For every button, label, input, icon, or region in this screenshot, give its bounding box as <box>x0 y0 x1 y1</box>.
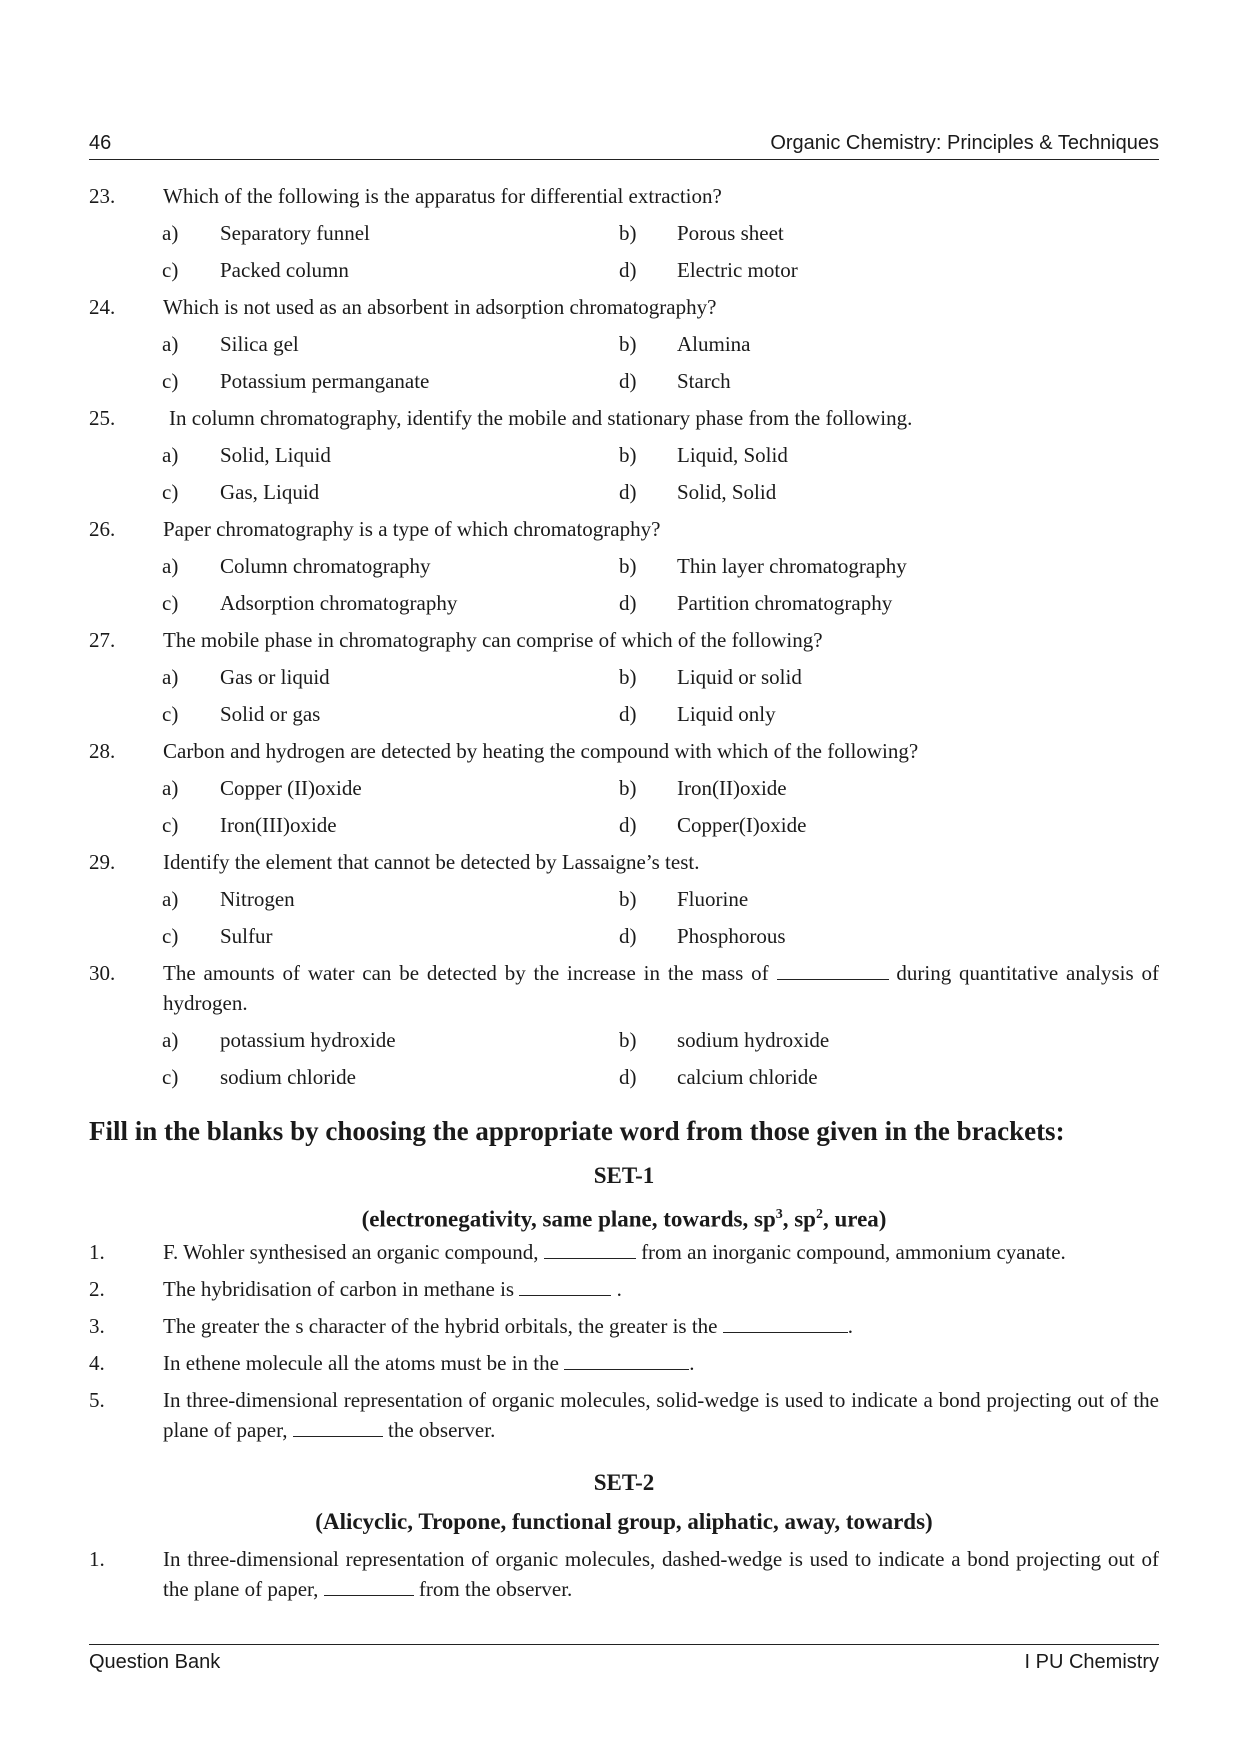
question-text: Identify the element that cannot be detected by Lassaigne’s test. <box>163 850 700 874</box>
item-text <box>163 1311 1159 1341</box>
answer-blank <box>324 1577 414 1596</box>
item-number: 4. <box>89 1351 105 1375</box>
option-label: a) <box>162 1028 179 1052</box>
option-label: b) <box>619 332 637 356</box>
item-text <box>163 1348 1159 1378</box>
option-text: Partition chromatography <box>677 591 893 615</box>
answer-blank <box>519 1277 611 1296</box>
option-label: b) <box>619 443 637 467</box>
item-text-after: . <box>689 1351 695 1375</box>
option-label: a) <box>162 554 179 578</box>
item-text-before: F. Wohler synthesised an organic compound, <box>163 1240 539 1264</box>
item-text-before: In three-dimensional representation of organic molecules, solid-wedge is used to indicate a bond projecting out of the plane of paper, <box>163 1388 1159 1442</box>
option-text: potassium hydroxide <box>220 1028 396 1052</box>
set-2-word-bank: (Alicyclic, Tropone, functional group, aliphatic, away, towards) <box>315 1509 933 1534</box>
option-label: d) <box>619 258 637 282</box>
option-text: Separatory funnel <box>220 221 370 245</box>
footer-left: Question Bank <box>89 1651 221 1673</box>
item-text-before: The greater the s character of the hybrid orbitals, the greater is the <box>163 1314 718 1338</box>
superscript: 3 <box>775 1207 783 1222</box>
question <box>89 736 1159 847</box>
question-text: Paper chromatography is a type of which chromatography? <box>163 517 661 541</box>
question-text: The mobile phase in chromatography can comprise of which of the following? <box>163 628 823 652</box>
word-bank-part: (electronegativity, same plane, towards, sp <box>361 1206 776 1232</box>
question-text: Carbon and hydrogen are detected by heating the compound with which of the following? <box>163 739 919 763</box>
question-number: 24. <box>89 295 116 319</box>
option-label: a) <box>162 776 179 800</box>
question-text <box>163 958 1159 1018</box>
question <box>89 958 1159 1099</box>
item-text <box>163 1385 1159 1445</box>
option-label: c) <box>162 591 179 615</box>
set-1-word-bank <box>89 1197 1159 1237</box>
item-number: 1. <box>89 1547 105 1571</box>
item-number: 3. <box>89 1314 105 1338</box>
question <box>89 181 1159 292</box>
option-text: Iron(II)oxide <box>677 776 787 800</box>
option-text: Packed column <box>220 258 349 282</box>
answer-blank <box>723 1314 848 1333</box>
question-text: Which of the following is the apparatus for differential extraction? <box>163 184 722 208</box>
option-label: a) <box>162 887 179 911</box>
option-text: Alumina <box>677 332 751 356</box>
option-label: b) <box>619 1028 637 1052</box>
option-text: calcium chloride <box>677 1065 818 1089</box>
answer-blank <box>564 1351 689 1370</box>
question-number: 25. <box>89 406 116 430</box>
option-label: d) <box>619 1065 637 1089</box>
option-label: c) <box>162 1065 179 1089</box>
option-text: Column chromatography <box>220 554 431 578</box>
item-text <box>163 1544 1159 1604</box>
option-label: a) <box>162 443 179 467</box>
superscript: 2 <box>815 1207 823 1222</box>
option-label: b) <box>619 221 637 245</box>
chapter-title: Organic Chemistry: Principles & Techniques <box>770 132 1159 154</box>
option-text: Liquid only <box>677 702 776 726</box>
item-text-after: . <box>847 1314 854 1338</box>
option-text: Copper(I)oxide <box>677 813 807 837</box>
option-label: c) <box>162 813 179 837</box>
option-text: Nitrogen <box>220 887 295 911</box>
footer-right: I PU Chemistry <box>1024 1651 1159 1673</box>
option-label: a) <box>162 332 179 356</box>
option-text: Phosphorous <box>677 924 786 948</box>
item-number: 2. <box>89 1277 105 1301</box>
question-text-after: during quantitative analysis of hydrogen. <box>163 961 1160 1015</box>
option-label: b) <box>619 776 637 800</box>
option-text: Potassium permanganate <box>220 369 430 393</box>
question-text: Which is not used as an absorbent in adsorption chromatography? <box>163 295 717 319</box>
item-text-before: In three-dimensional representation of organic molecules, dashed-wedge is used to indicate a bond projecting out of the plane of paper, <box>163 1547 1159 1601</box>
option-text: Electric motor <box>677 258 798 282</box>
option-label: d) <box>619 924 637 948</box>
answer-blank <box>544 1240 636 1259</box>
word-bank-part: , urea) <box>822 1206 887 1232</box>
question <box>89 514 1159 625</box>
option-label: d) <box>619 591 637 615</box>
option-label: b) <box>619 554 637 578</box>
item-text-before: In ethene molecule all the atoms must be in the <box>163 1351 559 1375</box>
page-header <box>89 129 1159 160</box>
item-text-after: . <box>616 1277 622 1301</box>
question-number: 26. <box>89 517 116 541</box>
question <box>89 625 1159 736</box>
item-text <box>163 1237 1159 1267</box>
option-text: Silica gel <box>220 332 299 356</box>
option-label: b) <box>619 665 637 689</box>
option-label: b) <box>619 887 637 911</box>
option-label: c) <box>162 924 179 948</box>
answer-blank <box>777 961 889 980</box>
option-text: Fluorine <box>677 887 749 911</box>
option-text: Liquid or solid <box>677 665 802 689</box>
option-label: c) <box>162 480 179 504</box>
option-text: Solid, Liquid <box>220 443 331 467</box>
option-label: d) <box>619 480 637 504</box>
option-text: Adsorption chromatography <box>220 591 458 615</box>
question-number: 28. <box>89 739 116 763</box>
question-number: 23. <box>89 184 116 208</box>
item-text-after: the observer. <box>388 1418 496 1442</box>
option-label: c) <box>162 258 179 282</box>
item-text-before: The hybridisation of carbon in methane is <box>163 1277 515 1301</box>
set-2-title: SET-2 <box>593 1470 655 1495</box>
set-1-title: SET-1 <box>593 1163 655 1188</box>
page-footer <box>89 1644 1159 1675</box>
question <box>89 292 1159 403</box>
option-text: Iron(III)oxide <box>220 813 337 837</box>
question <box>89 847 1159 958</box>
option-text: Sulfur <box>220 924 273 948</box>
option-text: Thin layer chromatography <box>677 554 907 578</box>
item-text <box>163 1274 1159 1304</box>
option-label: a) <box>162 665 179 689</box>
option-text: Solid, Solid <box>677 480 777 504</box>
option-text: Solid or gas <box>220 702 321 726</box>
question-number: 27. <box>89 628 116 652</box>
option-label: a) <box>162 221 179 245</box>
question-text-before: The amounts of water can be detected by the increase in the mass of <box>163 961 769 985</box>
option-text: sodium chloride <box>220 1065 356 1089</box>
option-text: sodium hydroxide <box>677 1028 830 1052</box>
option-label: c) <box>162 369 179 393</box>
question-number: 30. <box>89 961 116 985</box>
option-text: Porous sheet <box>677 221 784 245</box>
item-number: 5. <box>89 1388 105 1412</box>
option-label: d) <box>619 813 637 837</box>
question <box>89 403 1159 514</box>
option-label: d) <box>619 702 637 726</box>
option-text: Liquid, Solid <box>677 443 788 467</box>
page-number: 46 <box>89 132 112 154</box>
item-text-after: from an inorganic compound, ammonium cyanate. <box>641 1240 1066 1264</box>
option-label: c) <box>162 702 179 726</box>
question-text: In column chromatography, identify the mobile and stationary phase from the following. <box>169 406 913 430</box>
item-text-after: from the observer. <box>418 1577 573 1601</box>
question-number: 29. <box>89 850 116 874</box>
answer-blank <box>293 1418 383 1437</box>
option-text: Starch <box>677 369 731 393</box>
section-title: Fill in the blanks by choosing the appropriate word from those given in the brackets: <box>89 1116 1065 1146</box>
option-label: d) <box>619 369 637 393</box>
option-text: Gas, Liquid <box>220 480 320 504</box>
option-text: Copper (II)oxide <box>220 776 362 800</box>
item-number: 1. <box>89 1240 105 1264</box>
word-bank-part: , sp <box>782 1206 816 1232</box>
option-text: Gas or liquid <box>220 665 330 689</box>
page-content <box>89 181 1159 1611</box>
